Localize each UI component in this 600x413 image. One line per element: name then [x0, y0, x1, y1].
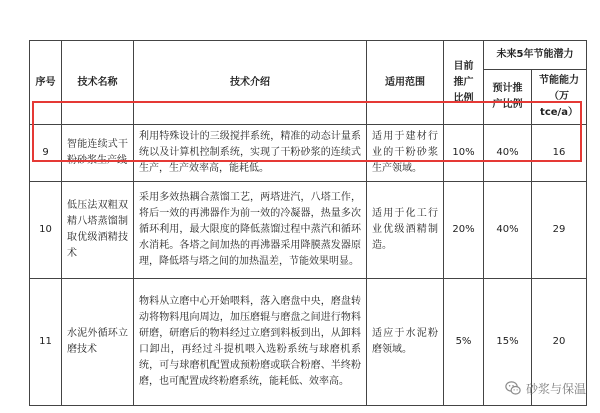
- header-seq: 序号: [30, 41, 62, 125]
- cell-current-rate: 10%: [444, 125, 484, 182]
- header-current-rate: 目前推广比例: [444, 41, 484, 125]
- header-future-group: 未来5年节能潜力: [484, 41, 587, 70]
- table-row: [30, 182, 587, 279]
- header-scope: 适用范围: [367, 41, 444, 125]
- cell-scope: 适应于水泥粉磨领域。: [367, 279, 444, 406]
- cell-saving-capacity: 20: [532, 279, 587, 406]
- cell-name: 智能连续式干粉砂浆生产线: [62, 125, 134, 182]
- cell-intro: 采用多效热耦合蒸馏工艺，两塔进汽，八塔工作，将后一效的再沸器作为前一效的冷凝器，热量多次循环利用，最大限度的降低蒸馏过程中蒸汽和循环水消耗。各塔之间加热的再沸器采用降膜蒸发器原理，降低塔与塔之间的加热温差，节能效果明显。: [134, 182, 367, 279]
- header-saving-capacity: 节能能力（万tce/a）: [532, 70, 587, 125]
- cell-intro: 物料从立磨中心开始喂料，落入磨盘中央，磨盘转动将物料甩向周边，加压磨辊与磨盘之间进行物料研磨，研磨后的物料经过立磨到料板到出，从卸料口卸出，再经过斗提机喂入选粉系统与球磨机系统，可与球磨机配置成预粉磨或联合粉磨、半终粉磨，也可配置成终粉磨系统，能耗低、效率高。: [134, 279, 367, 406]
- technology-table: [29, 40, 587, 406]
- cell-seq: 10: [30, 182, 62, 279]
- watermark: [504, 379, 586, 397]
- cell-current-rate: 20%: [444, 182, 484, 279]
- wechat-icon: [504, 379, 522, 397]
- cell-seq: 11: [30, 279, 62, 406]
- cell-saving-capacity: 16: [532, 125, 587, 182]
- table-row: [30, 279, 587, 406]
- header-expected-rate: 预计推广比例: [484, 70, 532, 125]
- cell-expected-rate: 15%: [484, 279, 532, 406]
- cell-scope: 适用于建材行业的干粉砂浆生产领域。: [367, 125, 444, 182]
- cell-seq: 9: [30, 125, 62, 182]
- cell-expected-rate: 40%: [484, 125, 532, 182]
- cell-intro: 利用特殊设计的三级搅拌系统，精准的动态计量系统以及计算机控制系统，实现了干粉砂浆的连续式生产，生产效率高，能耗低。: [134, 125, 367, 182]
- cell-current-rate: 5%: [444, 279, 484, 406]
- cell-scope: 适用于化工行业优级酒精制造。: [367, 182, 444, 279]
- table-row: [30, 125, 587, 182]
- table-header-row: [30, 41, 587, 70]
- cell-expected-rate: 40%: [484, 182, 532, 279]
- cell-name: 低压法双粗双精八塔蒸馏制取优级酒精技术: [62, 182, 134, 279]
- header-intro: 技术介绍: [134, 41, 367, 125]
- cell-saving-capacity: 29: [532, 182, 587, 279]
- watermark-text: 砂浆与保温: [525, 381, 586, 396]
- cell-name: 水泥外循环立磨技术: [62, 279, 134, 406]
- header-name: 技术名称: [62, 41, 134, 125]
